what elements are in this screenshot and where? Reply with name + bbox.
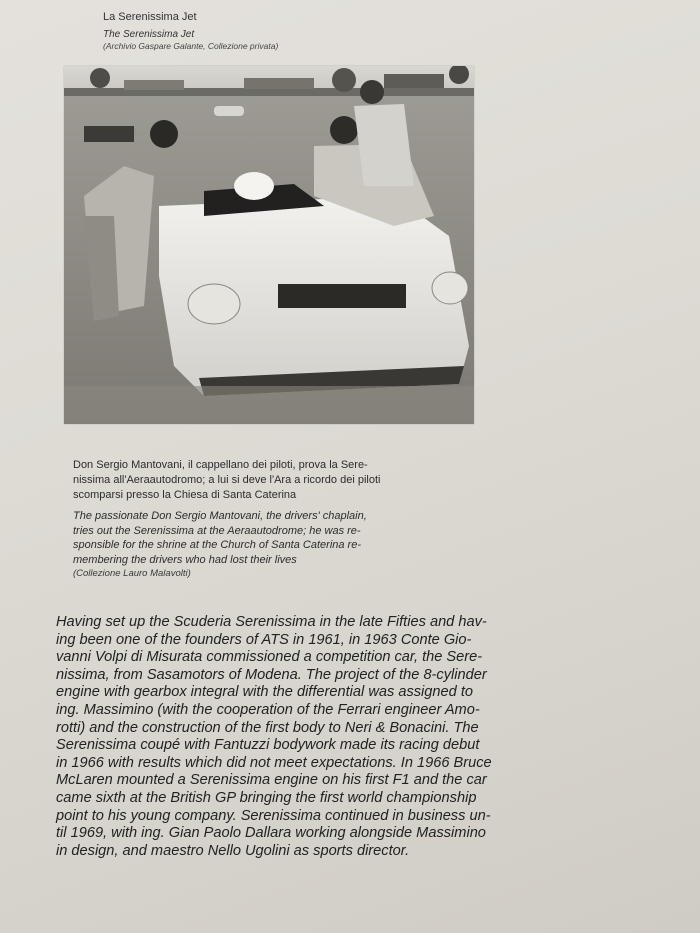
caption-credit: (Collezione Lauro Malavolti) — [73, 568, 191, 579]
body-line: Having set up the Scuderia Serenissima in the late Fifties and hav- — [56, 614, 487, 630]
body-line: til 1969, with ing. Gian Paolo Dallara working alongside Massimino — [56, 825, 486, 842]
body-line: ing been one of the founders of ATS in 1961, in 1963 Conte Gio- — [56, 631, 472, 648]
caption-english — [73, 509, 493, 567]
archival-photo — [64, 66, 474, 424]
caption-italian-line: scomparsi presso la Chiesa di Santa Caterina — [73, 489, 297, 501]
body-line: came sixth at the British GP bringing the first world championship — [56, 789, 477, 806]
race-car-photo-illustration — [64, 66, 474, 424]
body-line: in design, and maestro Nello Ugolini as sports director. — [56, 842, 410, 859]
body-line: in 1966 with results which did not meet expectations. In 1966 Bruce — [56, 754, 492, 771]
panel-subtitle: The Serenissima Jet — [103, 29, 195, 40]
body-line: nissima, from Sasamotors of Modena. The project of the 8-cylinder — [56, 666, 487, 683]
body-line: McLaren mounted a Serenissima engine on his first F1 and the car — [56, 772, 487, 789]
caption-english-line: sponsible for the shrine at the Church of Santa Caterina re- — [73, 539, 361, 551]
body-line: vanni Volpi di Misurata commissioned a competition car, the Sere- — [56, 649, 483, 666]
caption-english-line: membering the drivers who had lost their lives — [73, 553, 297, 566]
body-line: ing. Massimino (with the cooperation of the Ferrari engineer Amo- — [56, 701, 480, 718]
caption-english-line: The passionate Don Sergio Mantovani, the drivers' chaplain, — [73, 510, 367, 522]
caption-italian-line: Don Sergio Mantovani, il cappellano dei piloti, prova la Sere- — [73, 459, 368, 471]
caption-english-line: tries out the Serenissima at the Aeraautodrome; he was re- — [73, 524, 361, 537]
body-line: engine with gearbox integral with the differential was assigned to — [56, 684, 473, 701]
caption-italian-line: nissima all'Aeraautodromo; a lui si deve l'Ara a ricordo dei piloti — [73, 474, 381, 486]
panel-credit: (Archivio Gaspare Galante, Collezione privata) — [103, 41, 279, 51]
body-line: point to his young company. Serenissima continued in business un- — [56, 807, 491, 824]
body-line: Serenissima coupé with Fantuzzi bodywork made its racing debut — [56, 737, 480, 754]
body-line: rotti) and the construction of the first body to Neri & Bonacini. The — [56, 719, 479, 736]
caption-italian — [73, 458, 493, 503]
body-text — [56, 614, 576, 860]
panel-title: La Serenissima Jet — [103, 11, 197, 23]
